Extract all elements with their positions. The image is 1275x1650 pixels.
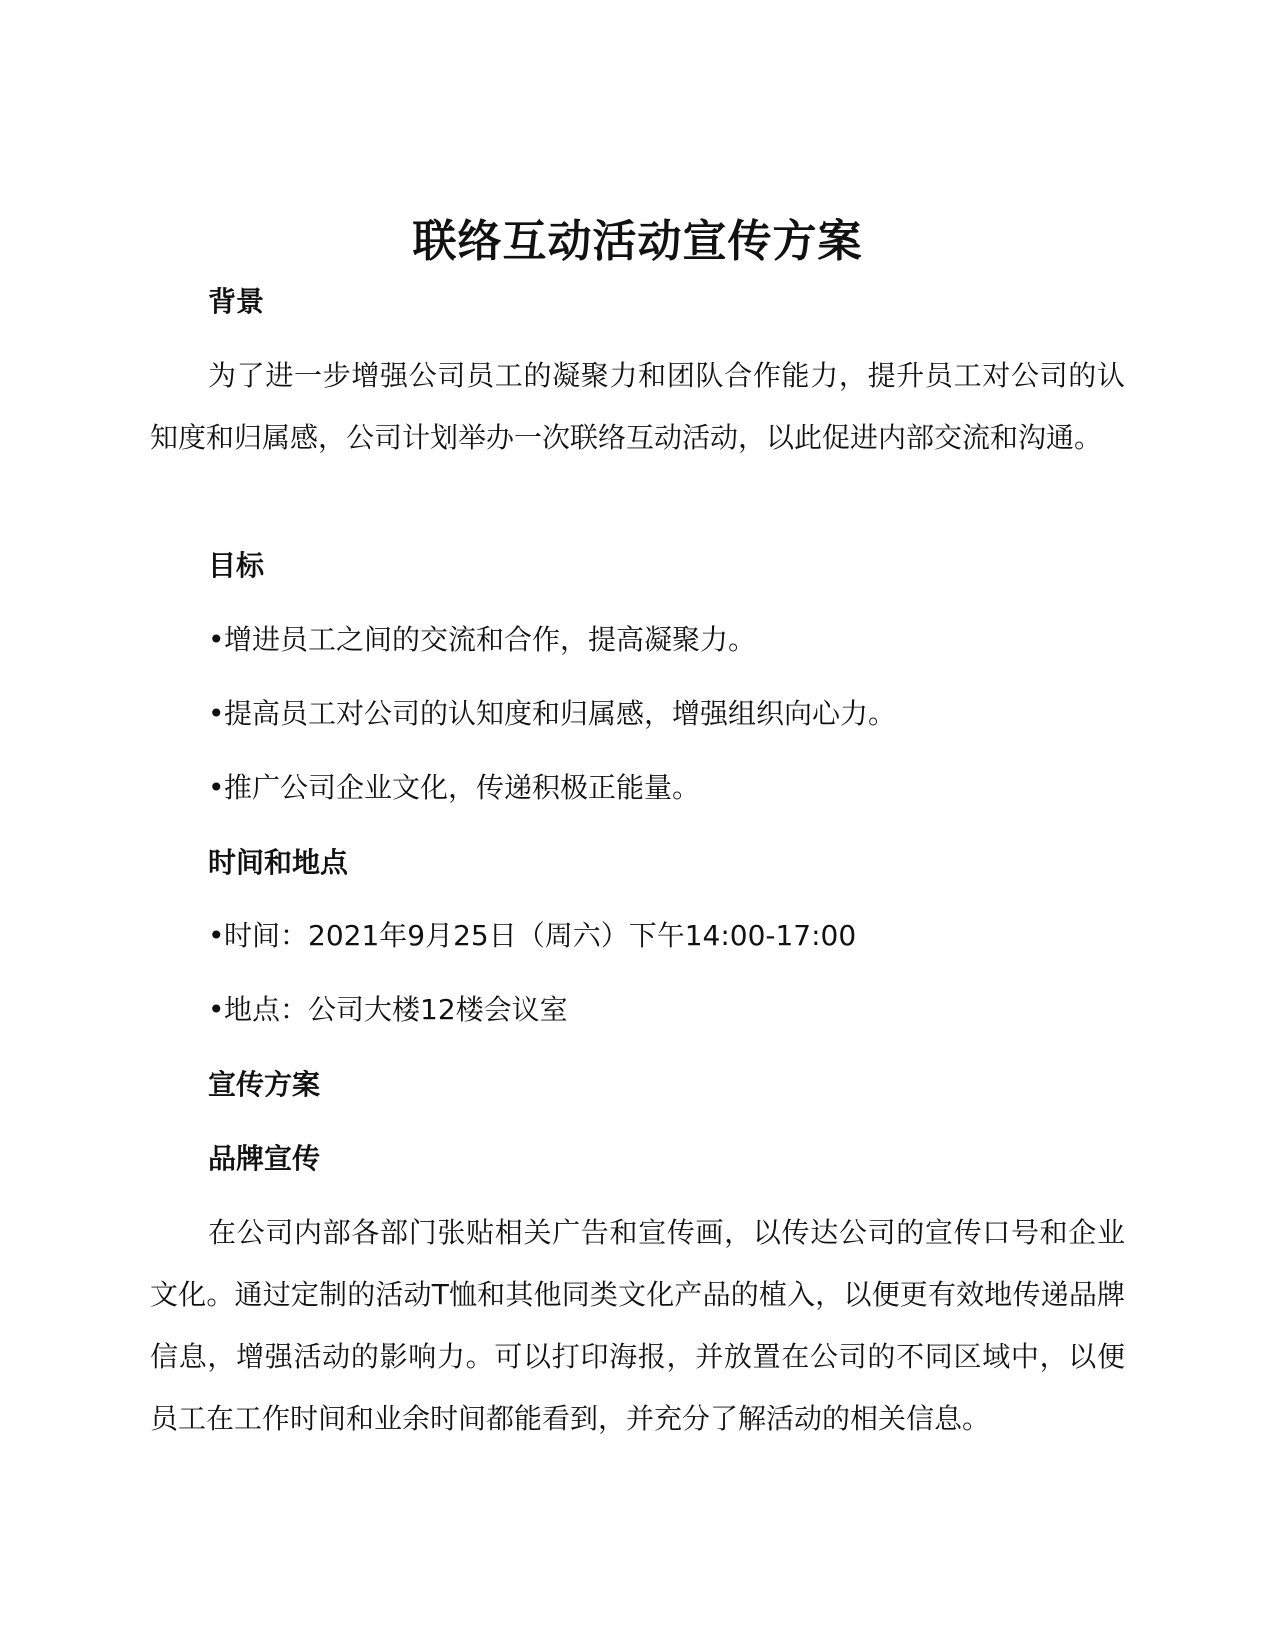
brand-paragraph: 在公司内部各部门张贴相关广告和宣传画，以传达公司的宣传口号和企业文化。通过定制的活动T恤和其他同类文化产品的植入，以便更有效地传递品牌信息，增强活动的影响力。可以打印海报，并放置在公司的不同区域中，以便员工在工作时间和业余时间都能看到，并充分了解活动的相关信息。	[150, 1216, 1125, 1435]
section-heading-background: 背景	[208, 285, 265, 318]
bullet-icon: •	[208, 993, 225, 1026]
document-title: 联络互动活动宣传方案	[412, 216, 863, 267]
section-heading-time-place: 时间和地点	[208, 846, 349, 879]
goal-item	[208, 768, 700, 808]
section-heading-goals: 目标	[208, 549, 265, 582]
bullet-icon: •	[208, 623, 225, 656]
goal-item	[208, 620, 756, 660]
goal-item-text: 推广公司企业文化，传递积极正能量。	[224, 771, 701, 804]
bullet-icon: •	[208, 697, 225, 730]
time-item	[208, 916, 856, 956]
bullet-icon: •	[208, 771, 225, 804]
section-heading-brand: 品牌宣传	[208, 1142, 321, 1175]
place-item	[208, 990, 568, 1030]
bullet-icon: •	[208, 919, 225, 952]
section-heading-promotion: 宣传方案	[208, 1068, 321, 1101]
time-item-text: 时间：2021年9月25日（周六）下午14:00-17:00	[224, 919, 857, 952]
place-item-text: 地点：公司大楼12楼会议室	[224, 993, 568, 1026]
goal-item-text: 增进员工之间的交流和合作，提高凝聚力。	[224, 623, 757, 656]
goal-item	[208, 694, 896, 734]
background-paragraph: 为了进一步增强公司员工的凝聚力和团队合作能力，提升员工对公司的认知度和归属感，公司计划举办一次联络互动活动，以此促进内部交流和沟通。	[150, 359, 1125, 454]
goal-item-text: 提高员工对公司的认知度和归属感，增强组织向心力。	[224, 697, 897, 730]
